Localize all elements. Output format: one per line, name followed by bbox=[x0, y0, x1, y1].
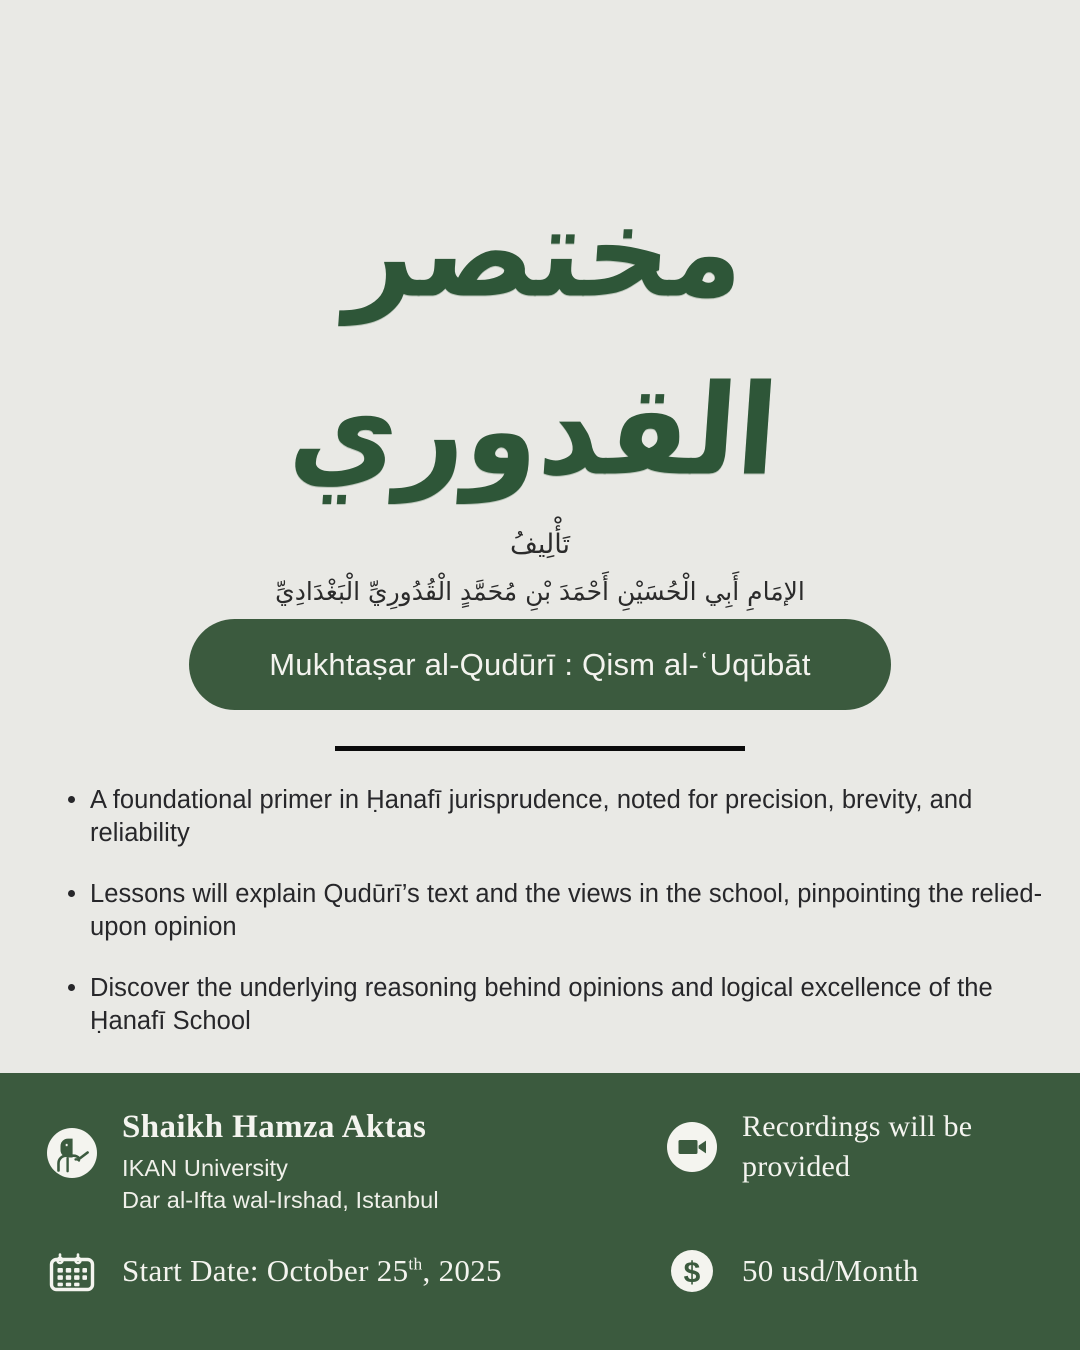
instructor-affiliation: IKAN University bbox=[122, 1154, 289, 1181]
instructor-icon bbox=[44, 1125, 100, 1181]
list-item: Discover the underlying reasoning behind opinions and logical excellence of the Ḥanafī School bbox=[64, 972, 1054, 1039]
svg-text:$: $ bbox=[683, 1256, 701, 1290]
list-item: Lessons will explain Qudūrī’s text and the views in the school, pinpointing the relied-upon opinion bbox=[64, 878, 1054, 945]
instructor-text bbox=[122, 1107, 439, 1217]
instructor-name: Shaikh Hamza Aktas bbox=[122, 1109, 427, 1145]
arabic-author-label: تَأْلِيفُ bbox=[509, 529, 571, 561]
instructor-block bbox=[44, 1107, 664, 1217]
video-camera-icon bbox=[664, 1119, 720, 1175]
start-date-ordinal: th bbox=[408, 1254, 423, 1274]
start-date-block bbox=[44, 1243, 664, 1299]
instructor-location: Dar al-Ifta wal-Irshad, Istanbul bbox=[122, 1186, 439, 1213]
calendar-icon bbox=[44, 1243, 100, 1299]
recordings-label: Recordings will be provided bbox=[742, 1110, 973, 1183]
dollar-icon bbox=[664, 1243, 720, 1299]
course-title-label: Mukhtaṣar al-Qudūrī : Qism al-ʿUqūbāt bbox=[269, 646, 811, 682]
price-label: 50 usd/Month bbox=[742, 1252, 919, 1288]
start-date-prefix: Start Date: October 25 bbox=[122, 1252, 409, 1288]
start-date-suffix: , 2025 bbox=[422, 1252, 502, 1288]
course-title-pill bbox=[189, 619, 891, 710]
arabic-title-calligraphy: مختصر القدوري bbox=[285, 178, 783, 503]
footer-row-top bbox=[44, 1107, 1036, 1217]
arabic-author-name: الإمَامِ أَبِي الْحُسَيْنِ أَحْمَدَ بْنِ مُحَمَّدٍ الْقُدُورِيِّ الْبَغْدَادِيِّ bbox=[275, 576, 805, 606]
footer-details-section bbox=[0, 1073, 1080, 1350]
section-divider bbox=[335, 746, 745, 751]
start-date-label bbox=[122, 1253, 502, 1289]
arabic-calligraphy-block bbox=[210, 174, 870, 653]
list-item: A foundational primer in Ḥanafī jurisprudence, noted for precision, brevity, and reliability bbox=[64, 784, 1054, 851]
course-highlights-list bbox=[64, 784, 1054, 1038]
price-block bbox=[664, 1243, 1036, 1299]
footer-row-bottom bbox=[44, 1243, 1036, 1299]
recordings-block bbox=[664, 1107, 1036, 1217]
